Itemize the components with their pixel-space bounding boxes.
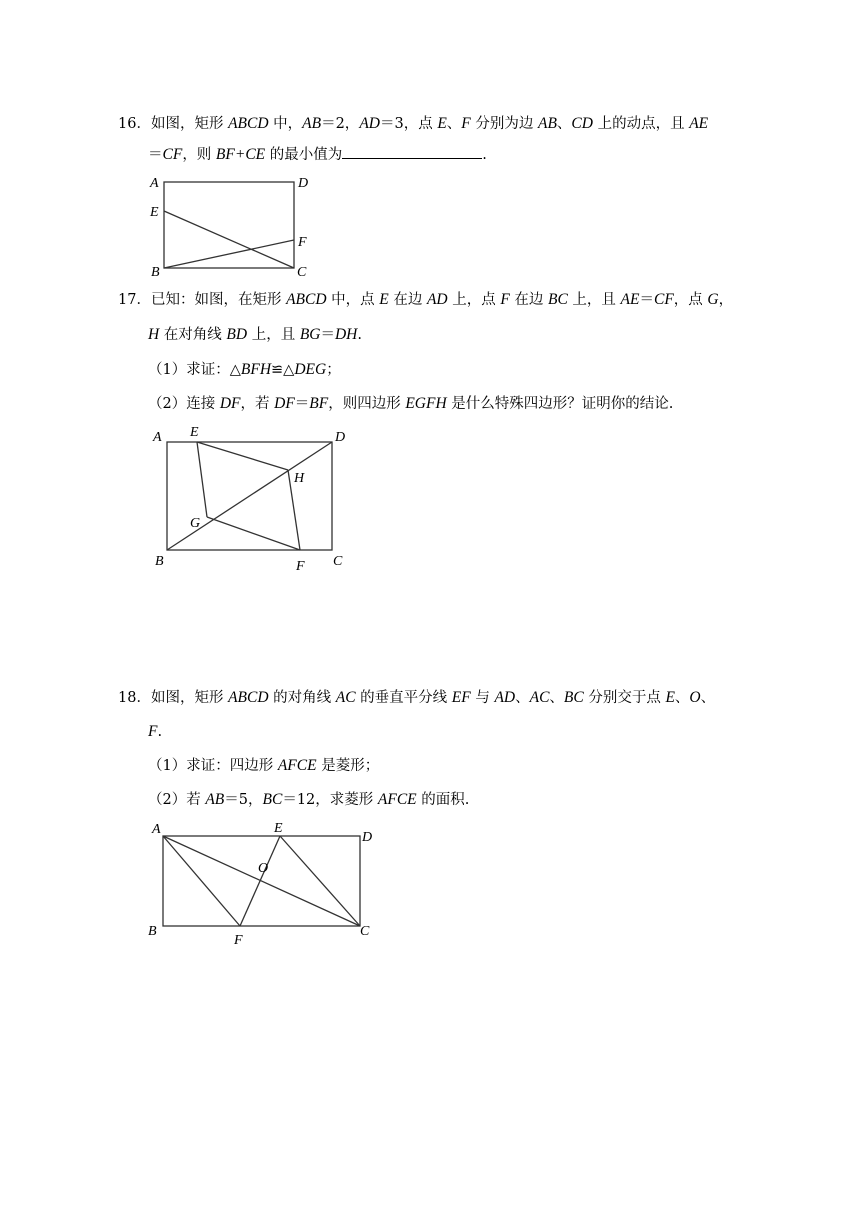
q17-label-h: H (294, 471, 305, 486)
q17-label-d: D (335, 430, 346, 445)
q18-segment-ec (280, 836, 360, 926)
q18-diagonal-ac (163, 836, 360, 926)
q17-label-c: C (333, 554, 343, 569)
q18-label-b: B (148, 924, 157, 939)
q18-text-line1: 18．如图，矩形 ABCD 的对角线 AC 的垂直平分线 EF 与 AD、AC、BC 分别交于点 E、O、 (118, 689, 716, 706)
q18-label-a: A (152, 822, 161, 837)
q17-label-b: B (155, 554, 164, 569)
q18-part1: （1）求证：四边形 AFCE 是菱形； (148, 757, 380, 774)
q17-part2: （2）连接 DF，若 DF＝BF，则四边形 EGFH 是什么特殊四边形？证明你的结论. (148, 395, 674, 412)
q18-text-line2: F. (148, 723, 163, 740)
q17-label-f: F (296, 559, 305, 574)
q17-text-line1: 17．已知：如图，在矩形 ABCD 中，点 E 在边 AD 上，点 F 在边 BC 上，且 AE＝CF，点 G， (118, 291, 734, 308)
q17-part1: （1）求证：△BFH≌△DEG； (148, 361, 341, 378)
q18-label-c: C (360, 924, 370, 939)
q18-label-f: F (234, 933, 243, 948)
q18-label-d: D (362, 830, 373, 845)
q16-label-b: B (151, 265, 160, 280)
q17-label-e: E (190, 425, 199, 440)
q16-text-line2: ＝CF，则 BF+CE 的最小值为 . (148, 146, 487, 163)
q16-label-d: D (298, 176, 309, 191)
q17-label-g: G (190, 516, 201, 531)
q16-text-line1: 16．如图，矩形 ABCD 中，AB＝2，AD＝3，点 E、F 分别为边 AB、CD 上的动点，且 AE (118, 115, 709, 132)
q18-segment-ef (240, 836, 280, 926)
q16-label-c: C (297, 265, 307, 280)
q17-label-a: A (153, 430, 162, 445)
q16-label-e: E (150, 205, 159, 220)
q18-label-e: E (274, 821, 283, 836)
q18-part2: （2）若 AB＝5，BC＝12，求菱形 AFCE 的面积. (148, 791, 470, 808)
q18-label-o: O (258, 861, 269, 876)
q16-label-a: A (150, 176, 159, 191)
q18-segment-af (163, 836, 240, 926)
q17-text-line2: H 在对角线 BD 上，且 BG＝DH. (148, 326, 362, 343)
q16-label-f: F (298, 235, 307, 250)
